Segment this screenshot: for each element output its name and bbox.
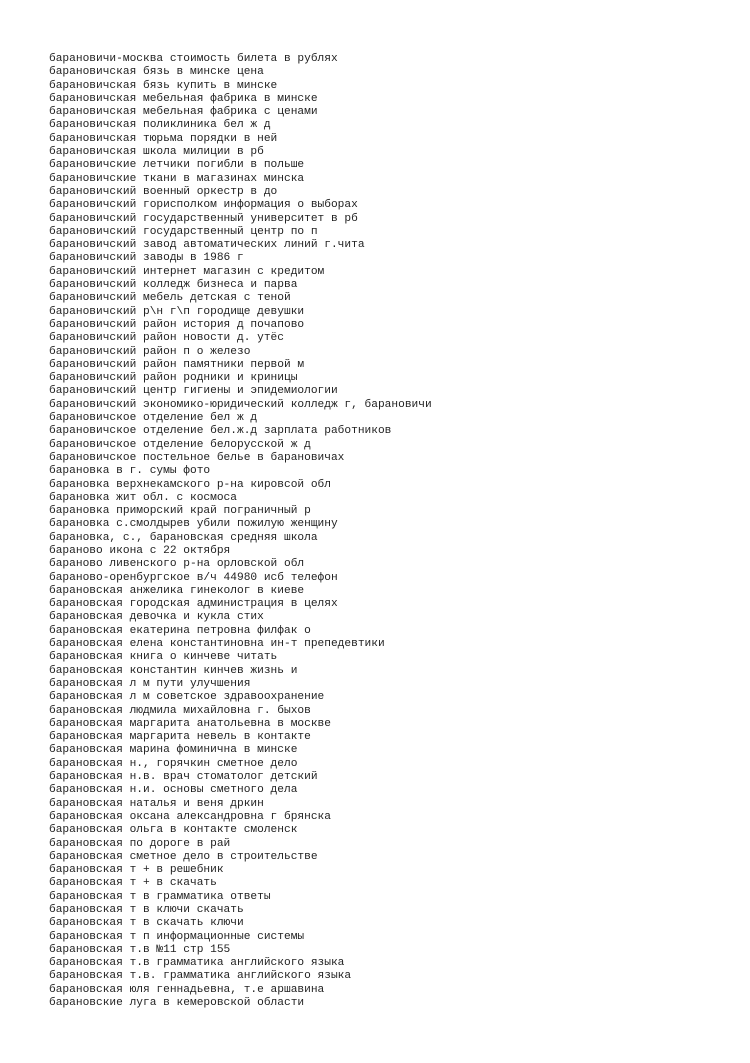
text-line: барановичская бязь в минске цена (49, 66, 264, 79)
text-line: барановская марина фоминична в минске (49, 744, 298, 757)
text-line: барановская л м пути улучшения (49, 677, 251, 690)
text-line: барановка жит обл. с космоса (49, 491, 237, 504)
text-line: барановичский район п о железо (49, 345, 251, 358)
text-line: барановская маргарита невель в контакте (49, 731, 311, 744)
text-line: барановская н., горячкин сметное дело (49, 757, 298, 770)
text-line: барановичи-москва стоимость билета в рублях (49, 53, 338, 65)
text-line: барановская анжелика гинеколог в киеве (49, 584, 305, 597)
text-line: барановичские ткани в магазинах минска (49, 172, 305, 185)
text-line: барановичский центр гигиены и эпидемиологии (49, 385, 338, 398)
text-line: барановичская бязь купить в минске (49, 79, 278, 92)
text-line: барановская т + в решебник (49, 864, 224, 877)
text-line: барановская оксана александровна г брянска (49, 810, 331, 823)
text-line: барановичское отделение бел.ж.д зарплата работников (49, 425, 392, 438)
text-line: барановка приморский край пограничный р (49, 505, 311, 518)
text-line: барановка в г. сумы фото (49, 465, 211, 478)
text-line: барановичское отделение бел ж д (49, 412, 258, 425)
text-line: барановичский государственный центр по п (49, 225, 318, 238)
text-line: барановичский военный оркестр в до (49, 185, 278, 198)
text-line: барановка верхнекамского р-на кировсой обл (49, 478, 331, 491)
text-line: барановичский интернет магазин с кредитом (49, 265, 325, 278)
text-line: барановичское постельное белье в барановичах (49, 451, 345, 464)
text-line: бараново икона с 22 октября (49, 544, 231, 557)
text-line: барановичские летчики погибли в польше (49, 159, 305, 172)
text-line: барановская т в грамматика ответы (49, 890, 271, 903)
text-line: барановская девочка и кукла стих (49, 611, 264, 624)
text-line: барановская юля геннадьевна, т.е аршавина (49, 983, 325, 996)
text-line: барановичский район родники и криницы (49, 372, 298, 385)
text-line: барановская по дороге в рай (49, 837, 231, 850)
text-line: барановская т в скачать ключи (49, 917, 244, 930)
text-line: барановская т + в скачать (49, 877, 217, 890)
text-line: барановская маргарита анатольевна в москве (49, 717, 331, 730)
text-line: барановская л м советское здравоохранение (49, 691, 325, 704)
text-line: барановская наталья и веня дркин (49, 797, 264, 810)
text-line: барановичская школа милиции в рб (49, 146, 264, 159)
text-line: барановичский государственный университет в рб (49, 212, 358, 225)
text-line: барановская книга о кинчеве читать (49, 651, 278, 664)
text-line: барановичский колледж бизнеса и парва (49, 279, 298, 292)
text-line: барановичский район история д почапово (49, 318, 305, 331)
text-line: барановичский горисполком информация о выборах (49, 199, 358, 212)
search-phrase-list (49, 53, 432, 1010)
text-line: барановская сметное дело в строительстве (49, 850, 318, 863)
text-line: барановская т.в грамматика английского языка (49, 957, 345, 970)
text-line: барановская константин кинчев жизнь и (49, 664, 298, 677)
text-line: барановка с.смолдырев убили пожилую женщину (49, 518, 338, 531)
text-line: барановская екатерина петровна филфак о (49, 624, 311, 637)
text-line: барановичский мебель детская с теной (49, 292, 291, 305)
text-line: бараново-оренбургское в/ч 44980 исб телефон (49, 571, 338, 584)
text-line: барановичский район памятники первой м (49, 358, 305, 371)
text-line: барановка, с., барановская средняя школа (49, 531, 318, 544)
text-line: барановская н.в. врач стоматолог детский (49, 771, 318, 784)
text-line: барановичская мебельная фабрика с ценами (49, 106, 318, 119)
text-line: барановичский заводы в 1986 г (49, 252, 244, 265)
text-line: барановские луга в кемеровской области (49, 997, 305, 1010)
text-line: барановичское отделение белорусской ж д (49, 438, 311, 451)
text-line: барановская т.в №11 стр 155 (49, 943, 231, 956)
text-line: барановичская тюрьма порядки в ней (49, 132, 278, 145)
text-line: барановичский экономико-юридический колледж г, барановичи (49, 398, 432, 411)
text-line: барановичский район новости д. утёс (49, 332, 284, 345)
text-line: барановская городская администрация в целях (49, 598, 338, 611)
text-line: барановская елена константиновна ин-т препедевтики (49, 638, 385, 651)
text-line: барановская людмила михайловна г. быхов (49, 704, 311, 717)
text-line: барановичская мебельная фабрика в минске (49, 92, 318, 105)
text-line: бараново ливенского р-на орловской обл (49, 558, 305, 571)
text-line: барановичская поликлиника бел ж д (49, 119, 271, 132)
text-line: барановская т п информационные системы (49, 930, 305, 943)
text-line: барановичский р\н г\п городище девушки (49, 305, 305, 318)
text-line: барановская т в ключи скачать (49, 904, 244, 916)
text-line: барановская ольга в контакте смоленск (49, 824, 298, 837)
text-line: барановская н.и. основы сметного дела (49, 784, 298, 797)
text-line: барановская т.в. грамматика английского языка (49, 970, 352, 983)
text-line: барановичский завод автоматических линий г.чита (49, 239, 365, 252)
